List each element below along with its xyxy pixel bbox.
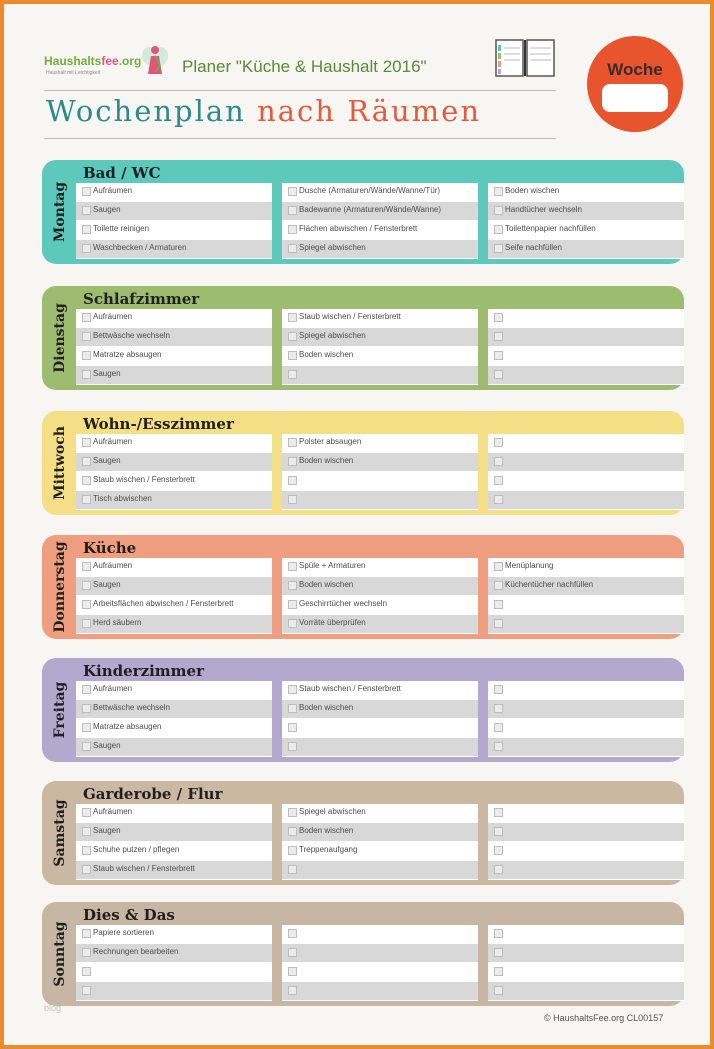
task-row [282, 328, 478, 346]
task-row [282, 823, 478, 841]
task-checkbox[interactable] [288, 581, 297, 590]
task-checkbox[interactable] [288, 562, 297, 571]
task-checkbox[interactable] [82, 827, 91, 836]
task-checkbox[interactable] [494, 351, 503, 360]
header-divider-bottom [44, 138, 556, 139]
task-row [488, 202, 684, 220]
task-label: Handtücher wechseln [505, 205, 582, 214]
task-row [282, 202, 478, 220]
task-column-3 [488, 183, 684, 259]
task-checkbox[interactable] [82, 332, 91, 341]
task-column-1 [76, 309, 272, 385]
task-checkbox[interactable] [494, 600, 503, 609]
task-checkbox[interactable] [82, 562, 91, 571]
task-checkbox[interactable] [494, 313, 503, 322]
task-column-1 [76, 434, 272, 510]
task-checkbox[interactable] [288, 827, 297, 836]
task-label: Papiere sortieren [93, 928, 154, 937]
task-checkbox[interactable] [82, 581, 91, 590]
task-row [282, 347, 478, 365]
task-row [76, 183, 272, 201]
task-checkbox[interactable] [288, 495, 297, 504]
task-checkbox[interactable] [82, 808, 91, 817]
task-label: Saugen [93, 580, 121, 589]
fairy-icon [140, 42, 170, 80]
task-row [488, 366, 684, 384]
task-row [488, 823, 684, 841]
task-checkbox[interactable] [494, 967, 503, 976]
task-checkbox[interactable] [82, 948, 91, 957]
task-label: Saugen [93, 456, 121, 465]
task-row [282, 596, 478, 614]
page-title: Wochenplan nach Räumen [46, 94, 482, 128]
task-checkbox[interactable] [494, 476, 503, 485]
task-checkbox[interactable] [288, 457, 297, 466]
task-row [76, 309, 272, 327]
day-name: Samstag [52, 799, 68, 867]
task-checkbox[interactable] [494, 865, 503, 874]
task-checkbox[interactable] [494, 929, 503, 938]
day-section-samstag [42, 781, 684, 885]
task-label: Boden wischen [505, 186, 560, 195]
task-column-1 [76, 558, 272, 634]
task-row [282, 577, 478, 595]
task-checkbox[interactable] [288, 600, 297, 609]
logo-wordmark: Haushaltsfee.org [44, 54, 142, 68]
task-row [488, 596, 684, 614]
task-row [282, 738, 478, 756]
task-row [282, 472, 478, 490]
task-label: Staub wischen / Fensterbrett [299, 312, 401, 321]
task-row [488, 434, 684, 452]
day-label [45, 286, 75, 390]
task-checkbox[interactable] [288, 948, 297, 957]
week-number-field[interactable] [602, 84, 668, 112]
day-section-sonntag [42, 902, 684, 1006]
task-label: Aufräumen [93, 561, 133, 570]
task-checkbox[interactable] [82, 313, 91, 322]
task-label: Flächen abwischen / Fensterbrett [299, 224, 418, 233]
task-column-3 [488, 681, 684, 757]
week-label: Woche [607, 60, 663, 79]
task-checkbox[interactable] [82, 846, 91, 855]
task-row [282, 861, 478, 879]
task-row [76, 842, 272, 860]
day-section-montag [42, 160, 684, 264]
task-column-1 [76, 804, 272, 880]
task-label: Vorräte überprüfen [299, 618, 366, 627]
task-checkbox[interactable] [494, 206, 503, 215]
task-row [282, 309, 478, 327]
week-badge [587, 36, 683, 132]
task-checkbox[interactable] [494, 332, 503, 341]
task-label: Küchentücher nachfüllen [505, 580, 594, 589]
task-checkbox[interactable] [82, 495, 91, 504]
task-column-3 [488, 804, 684, 880]
task-row [282, 700, 478, 718]
task-row [488, 453, 684, 471]
task-column-2 [282, 804, 478, 880]
task-row [488, 944, 684, 962]
task-checkbox[interactable] [288, 225, 297, 234]
day-section-freitag [42, 658, 684, 762]
task-column-2 [282, 681, 478, 757]
task-label: Boden wischen [299, 580, 354, 589]
task-row [76, 240, 272, 258]
task-checkbox[interactable] [82, 438, 91, 447]
task-row [76, 596, 272, 614]
task-label: Bettwäsche wechseln [93, 331, 170, 340]
task-label: Aufräumen [93, 684, 133, 693]
task-row [282, 842, 478, 860]
task-label: Polster absaugen [299, 437, 362, 446]
task-row [488, 982, 684, 1000]
task-label: Saugen [93, 205, 121, 214]
task-row [488, 719, 684, 737]
room-title: Bad / WC [83, 164, 161, 182]
task-row [76, 823, 272, 841]
task-row [76, 719, 272, 737]
task-label: Staub wischen / Fensterbrett [93, 475, 195, 484]
task-checkbox[interactable] [288, 846, 297, 855]
room-title: Wohn-/Esszimmer [83, 415, 234, 433]
task-column-2 [282, 309, 478, 385]
day-section-donnerstag [42, 535, 684, 639]
task-row [488, 347, 684, 365]
task-label: Rechnungen bearbeiten [93, 947, 179, 956]
task-checkbox[interactable] [82, 929, 91, 938]
day-section-mittwoch [42, 411, 684, 515]
task-checkbox[interactable] [288, 865, 297, 874]
task-checkbox[interactable] [82, 187, 91, 196]
task-checkbox[interactable] [288, 685, 297, 694]
task-row [282, 453, 478, 471]
task-row [488, 615, 684, 633]
task-column-2 [282, 558, 478, 634]
day-label [45, 658, 75, 762]
task-row [76, 944, 272, 962]
task-checkbox[interactable] [494, 495, 503, 504]
task-checkbox[interactable] [288, 206, 297, 215]
task-row [488, 240, 684, 258]
task-column-1 [76, 183, 272, 259]
task-row [282, 558, 478, 576]
task-row [76, 472, 272, 490]
task-checkbox[interactable] [82, 742, 91, 751]
room-title: Schlafzimmer [83, 290, 200, 308]
task-column-3 [488, 434, 684, 510]
watermark: blog [44, 1003, 62, 1013]
task-label: Schuhe putzen / pflegen [93, 845, 180, 854]
task-checkbox[interactable] [494, 244, 503, 253]
task-label: Seife nachfüllen [505, 243, 562, 252]
task-label: Toilette reinigen [93, 224, 150, 233]
task-checkbox[interactable] [288, 313, 297, 322]
task-row [76, 615, 272, 633]
task-checkbox[interactable] [82, 244, 91, 253]
planner-title: Planer "Küche & Haushalt 2016" [182, 57, 427, 76]
task-label: Geschirrtücher wechseln [299, 599, 388, 608]
task-label: Arbeitsflächen abwischen / Fensterbrett [93, 599, 234, 608]
task-checkbox[interactable] [494, 986, 503, 995]
task-row [282, 183, 478, 201]
day-name: Dienstag [52, 303, 68, 373]
task-checkbox[interactable] [288, 332, 297, 341]
task-checkbox[interactable] [288, 244, 297, 253]
task-label: Dusche (Armaturen/Wände/Wanne/Tür) [299, 186, 441, 195]
task-row [76, 963, 272, 981]
task-column-3 [488, 309, 684, 385]
task-row [282, 719, 478, 737]
task-label: Treppenaufgang [299, 845, 358, 854]
task-label: Staub wischen / Fensterbrett [299, 684, 401, 693]
task-checkbox[interactable] [494, 370, 503, 379]
task-checkbox[interactable] [82, 457, 91, 466]
task-row [76, 202, 272, 220]
logo-tagline: Haushalt mit Leichtigkeit [46, 70, 101, 76]
task-label: Aufräumen [93, 807, 133, 816]
task-row [76, 434, 272, 452]
task-checkbox[interactable] [82, 685, 91, 694]
task-checkbox[interactable] [288, 187, 297, 196]
task-checkbox[interactable] [82, 704, 91, 713]
task-checkbox[interactable] [494, 704, 503, 713]
task-row [282, 615, 478, 633]
task-checkbox[interactable] [288, 619, 297, 628]
task-column-3 [488, 925, 684, 1001]
day-name: Donnerstag [52, 541, 68, 633]
task-label: Menüplanung [505, 561, 554, 570]
task-checkbox[interactable] [288, 986, 297, 995]
task-label: Boden wischen [299, 350, 354, 359]
task-checkbox[interactable] [494, 685, 503, 694]
task-label: Staub wischen / Fensterbrett [93, 864, 195, 873]
logo [44, 54, 164, 84]
task-row [282, 240, 478, 258]
task-checkbox[interactable] [494, 619, 503, 628]
task-row [76, 738, 272, 756]
task-checkbox[interactable] [288, 929, 297, 938]
task-row [488, 925, 684, 943]
task-label: Tisch abwischen [93, 494, 152, 503]
task-row [282, 221, 478, 239]
task-checkbox[interactable] [82, 986, 91, 995]
task-row [488, 842, 684, 860]
task-row [76, 861, 272, 879]
task-checkbox[interactable] [494, 457, 503, 466]
task-checkbox[interactable] [288, 370, 297, 379]
day-label [45, 535, 75, 639]
task-row [282, 491, 478, 509]
task-row [76, 558, 272, 576]
task-row [282, 366, 478, 384]
task-row [282, 944, 478, 962]
task-checkbox[interactable] [288, 438, 297, 447]
task-row [488, 558, 684, 576]
task-checkbox[interactable] [288, 808, 297, 817]
task-checkbox[interactable] [82, 370, 91, 379]
task-row [282, 925, 478, 943]
task-column-2 [282, 925, 478, 1001]
task-checkbox[interactable] [494, 723, 503, 732]
room-title: Küche [83, 539, 137, 557]
task-checkbox[interactable] [494, 948, 503, 957]
task-column-1 [76, 925, 272, 1001]
task-label: Boden wischen [299, 826, 354, 835]
task-row [76, 221, 272, 239]
task-checkbox[interactable] [494, 846, 503, 855]
task-row [488, 577, 684, 595]
task-label: Matratze absaugen [93, 350, 162, 359]
task-column-3 [488, 558, 684, 634]
task-label: Aufräumen [93, 186, 133, 195]
task-checkbox[interactable] [494, 581, 503, 590]
task-label: Saugen [93, 369, 121, 378]
task-label: Badewanne (Armaturen/Wände/Wanne) [299, 205, 441, 214]
task-row [76, 982, 272, 1000]
task-checkbox[interactable] [288, 704, 297, 713]
day-name: Freitag [52, 681, 68, 739]
task-label: Bettwäsche wechseln [93, 703, 170, 712]
task-label: Spiegel abwischen [299, 243, 366, 252]
task-row [76, 328, 272, 346]
task-label: Saugen [93, 741, 121, 750]
task-checkbox[interactable] [82, 206, 91, 215]
task-row [488, 491, 684, 509]
task-checkbox[interactable] [494, 827, 503, 836]
task-row [76, 347, 272, 365]
task-checkbox[interactable] [82, 865, 91, 874]
task-column-2 [282, 434, 478, 510]
task-checkbox[interactable] [494, 225, 503, 234]
task-label: Spiegel abwischen [299, 331, 366, 340]
task-checkbox[interactable] [494, 187, 503, 196]
task-checkbox[interactable] [494, 438, 503, 447]
day-name: Sonntag [52, 921, 68, 987]
task-row [488, 309, 684, 327]
task-checkbox[interactable] [494, 562, 503, 571]
task-label: Spiegel abwischen [299, 807, 366, 816]
task-row [76, 577, 272, 595]
task-checkbox[interactable] [288, 351, 297, 360]
task-row [282, 681, 478, 699]
task-row [488, 183, 684, 201]
day-section-dienstag [42, 286, 684, 390]
task-column-2 [282, 183, 478, 259]
task-row [76, 804, 272, 822]
task-row [488, 681, 684, 699]
day-label [45, 781, 75, 885]
planner-book-icon [494, 37, 556, 79]
task-column-1 [76, 681, 272, 757]
task-row [488, 963, 684, 981]
task-row [488, 700, 684, 718]
copyright-note: © HaushaltsFee.org CL00157 [544, 1013, 664, 1023]
task-row [76, 366, 272, 384]
task-checkbox[interactable] [494, 808, 503, 817]
task-label: Herd säubern [93, 618, 142, 627]
task-row [282, 434, 478, 452]
day-name: Montag [52, 181, 68, 243]
task-row [282, 963, 478, 981]
task-checkbox[interactable] [288, 967, 297, 976]
task-label: Boden wischen [299, 456, 354, 465]
task-checkbox[interactable] [82, 967, 91, 976]
task-checkbox[interactable] [82, 600, 91, 609]
task-checkbox[interactable] [82, 225, 91, 234]
day-label [45, 411, 75, 515]
task-row [76, 681, 272, 699]
task-checkbox[interactable] [82, 351, 91, 360]
day-label [45, 160, 75, 264]
task-row [488, 328, 684, 346]
room-title: Kinderzimmer [83, 662, 204, 680]
task-row [76, 453, 272, 471]
task-label: Toilettenpapier nachfüllen [505, 224, 596, 233]
task-label: Saugen [93, 826, 121, 835]
task-checkbox[interactable] [288, 742, 297, 751]
task-checkbox[interactable] [288, 476, 297, 485]
task-row [76, 925, 272, 943]
task-label: Spüle + Armaturen [299, 561, 366, 570]
task-label: Waschbecken / Armaturen [93, 243, 187, 252]
task-checkbox[interactable] [494, 742, 503, 751]
task-row [488, 861, 684, 879]
day-name: Mittwoch [52, 426, 68, 500]
task-row [76, 700, 272, 718]
task-label: Matratze absaugen [93, 722, 162, 731]
task-checkbox[interactable] [82, 619, 91, 628]
task-row [282, 804, 478, 822]
task-row [488, 472, 684, 490]
task-row [282, 982, 478, 1000]
task-row [76, 491, 272, 509]
task-label: Boden wischen [299, 703, 354, 712]
room-title: Dies & Das [83, 906, 175, 924]
day-label [45, 902, 75, 1006]
task-label: Aufräumen [93, 437, 133, 446]
task-row [488, 221, 684, 239]
task-checkbox[interactable] [288, 723, 297, 732]
task-row [488, 738, 684, 756]
header-divider-top [44, 90, 556, 91]
task-row [488, 804, 684, 822]
task-checkbox[interactable] [82, 723, 91, 732]
room-title: Garderobe / Flur [83, 785, 223, 803]
task-label: Aufräumen [93, 312, 133, 321]
task-checkbox[interactable] [82, 476, 91, 485]
